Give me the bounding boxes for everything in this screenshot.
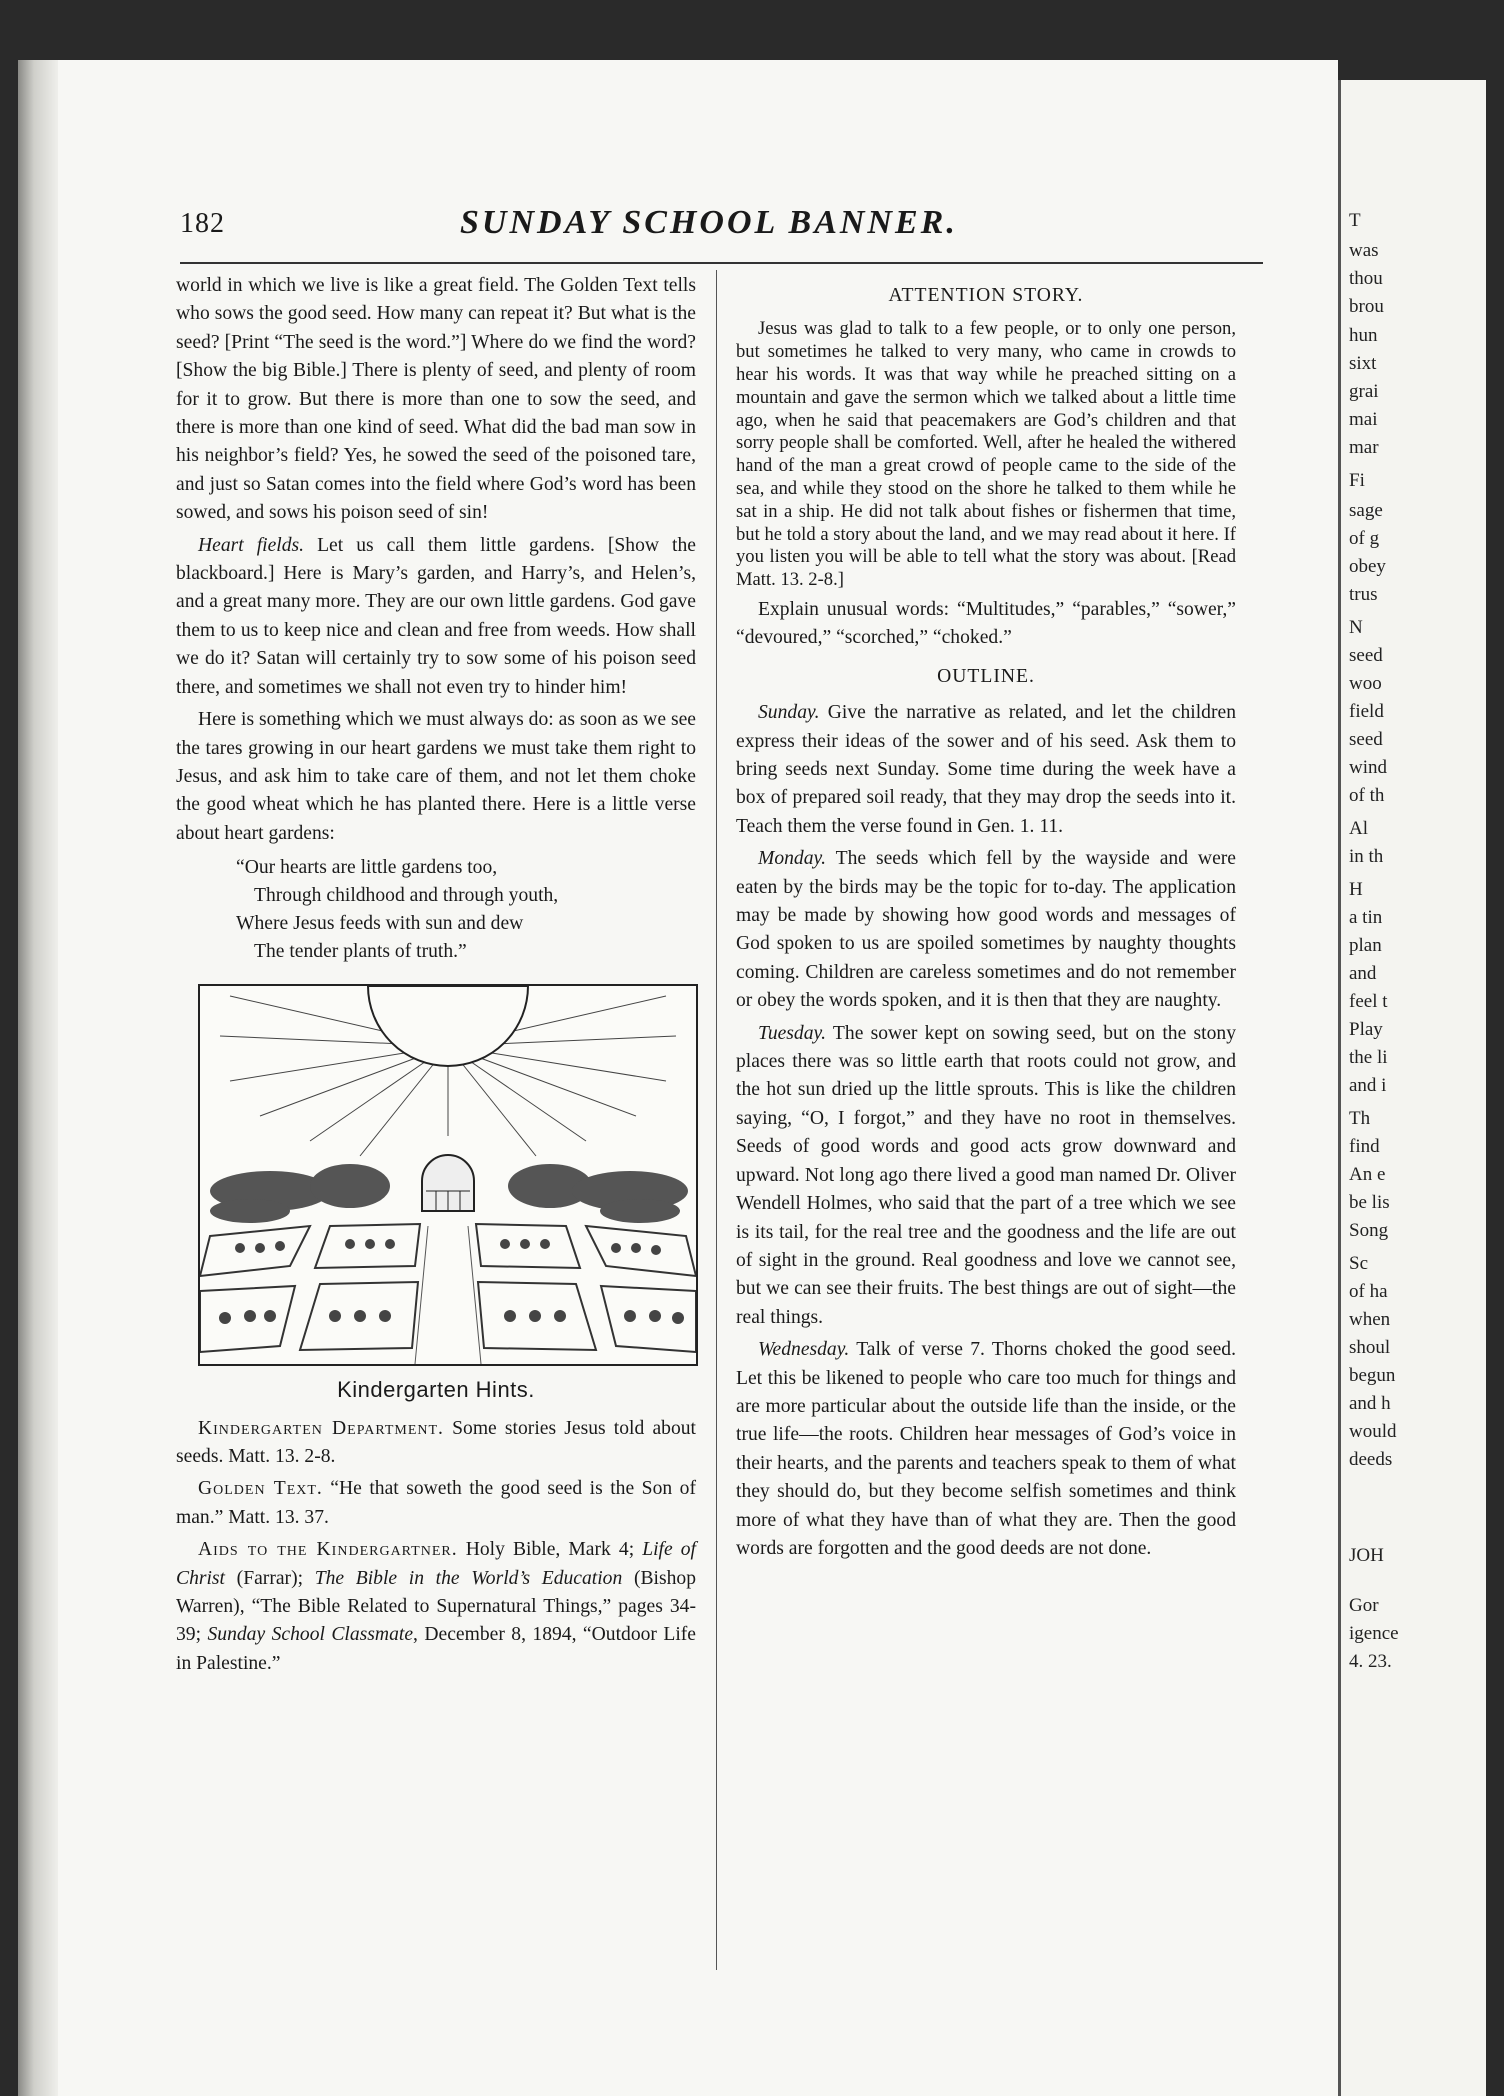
- outline-heading: OUTLINE.: [937, 665, 1035, 687]
- facing-page-fragment: would: [1349, 1421, 1397, 1442]
- poem: [236, 854, 696, 966]
- paragraph: [736, 1336, 1236, 1563]
- facing-page-fragment: mar: [1349, 437, 1379, 458]
- paragraph: [176, 1536, 696, 1678]
- facing-page-fragment: shoul: [1349, 1337, 1391, 1358]
- paragraph-text: The sower kept on sowing seed, but on the stony places there was so little earth that roots could not grow, and the hot sun dried up the little sprouts. This is like the children saying, “O, I forgot,” and they have no root in themselves. Seeds of good words and good acts grow downward and upward. Not long ago there lived a good man named Dr. Oliver Wendell Holmes, who said that the part of a tree which we see is its tail, for the real tree and the goodness and the life are out of sight in the ground. Real goodness and love we cannot see, but we can see their fruits. The best things are out of sight—the real things.: [736, 1022, 1236, 1328]
- facing-page-fragment: obey: [1349, 556, 1386, 577]
- running-title: SUNDAY SCHOOL BANNER.: [460, 204, 958, 241]
- facing-page-fragment: sixt: [1349, 353, 1377, 374]
- kindergarten-heading: Kindergarten Hints.: [337, 1377, 535, 1403]
- paragraph-text: , December 8, 1894, “Outdoor Life in Palestine.”: [176, 1624, 697, 1674]
- facing-page-fragment: Th: [1349, 1108, 1371, 1129]
- facing-page-fragment: a tin: [1349, 907, 1383, 928]
- paragraph: Here is something which we must always do: as soon as we see the tares growing in our heart gardens we must take them right to Jesus, and ask him to take care of them, and not let them choke the good wheat which he has planted there. Here is a little verse about heart gardens:: [176, 709, 696, 844]
- facing-page-fragment: trus: [1349, 584, 1378, 605]
- facing-page-fragment: 4. 23.: [1349, 1651, 1392, 1672]
- header-rule: [180, 262, 1263, 264]
- day-heading: Sunday.: [758, 702, 820, 724]
- run-in-heading: Kindergarten Department.: [198, 1417, 444, 1439]
- poem-line: The tender plants of truth.”: [254, 941, 467, 963]
- right-column: [736, 272, 1236, 1567]
- facing-page-fragment: Fi: [1349, 470, 1365, 491]
- facing-page-fragment: deeds: [1349, 1449, 1393, 1470]
- book-title: The Bible in the World’s Education: [314, 1567, 623, 1589]
- facing-page-edge: [1338, 80, 1486, 2096]
- facing-page-fragment: was: [1349, 240, 1379, 261]
- facing-page-fragment: find: [1349, 1136, 1380, 1157]
- column-divider: [716, 270, 717, 1970]
- paragraph-text: “He that soweth the good seed is the Son of man.” Matt. 13. 37.: [176, 1478, 696, 1528]
- facing-page-fragment: feel t: [1349, 991, 1388, 1012]
- paragraph: world in which we live is like a great field. The Golden Text tells who sows the good seed. How many can repeat it? But what is the seed? [Print “The seed is the word.”] Where do we find the word? [Show the big Bible.] There is plenty of seed, and plenty of room for it to grow. But there is more than one to sow the seed, and there is more than one kind of seed. What did the bad man sow in his neighbor’s field? Yes, he sowed the seed of the poisoned tare, and just so Satan comes into the field where God’s word has been sowed, and sows his poison seed of sin!: [176, 275, 696, 524]
- paragraph-text: (Farrar);: [225, 1567, 315, 1589]
- facing-page-fragment: sage: [1349, 500, 1383, 521]
- facing-page-fragment: Sc: [1349, 1253, 1368, 1274]
- book-title: Life of Christ: [176, 1539, 696, 1589]
- facing-page-fragment: wind: [1349, 757, 1387, 778]
- poem-line: Through childhood and through youth,: [254, 885, 559, 907]
- facing-page-fragment: plan: [1349, 935, 1382, 956]
- paragraph: [176, 1475, 696, 1532]
- attention-story-heading: ATTENTION STORY.: [888, 285, 1084, 306]
- facing-page-fragment: and h: [1349, 1393, 1391, 1414]
- paragraph: [736, 1020, 1236, 1332]
- paragraph-text: Talk of verse 7. Thorns choked the good seed. Let this be likened to people who care too much for things and are more particular about the outside life than the inside, or the true life—the roots. Children hear messages of God’s voice in their hearts, and the parents and teachers speak to them of what they should do, but they become selfish sometimes and think more of what they have than of what they are. Then the good words are forgotten and the good deeds are not done.: [736, 1339, 1236, 1559]
- paragraph-text: Give the narrative as related, and let the children express their ideas of the sower and of his seed. Ask them to bring seeds next Sunday. Some time during the week have a box of prepared soil ready, that they may drop the seeds into it. Teach them the verse found in Gen. 1. 11.: [736, 702, 1236, 837]
- facing-page-fragment: of th: [1349, 785, 1385, 806]
- facing-page-fragment: be lis: [1349, 1192, 1390, 1213]
- facing-page-fragment: thou: [1349, 268, 1383, 289]
- paragraph: [736, 845, 1236, 1015]
- page-number: 182: [180, 208, 225, 239]
- poem-line: “Our hearts are little gardens too,: [236, 857, 498, 879]
- book-spine: [18, 60, 58, 2096]
- paragraph: [176, 1415, 696, 1472]
- facing-page-fragment: hun: [1349, 325, 1378, 346]
- facing-page-fragment: Song: [1349, 1220, 1389, 1241]
- day-heading: Tuesday.: [758, 1022, 827, 1044]
- garden-illustration: [198, 984, 698, 1366]
- facing-page-fragment: brou: [1349, 296, 1384, 317]
- facing-page-fragment: woo: [1349, 673, 1382, 694]
- facing-page-fragment: begun: [1349, 1365, 1396, 1386]
- facing-page-fragment: T: [1349, 210, 1361, 231]
- facing-page-fragment: in th: [1349, 846, 1384, 867]
- facing-page-fragment: mai: [1349, 409, 1378, 430]
- paragraph-text: Some stories Jesus told about seeds. Matt. 13. 2-8.: [176, 1417, 696, 1467]
- run-in-heading: Heart fields.: [198, 534, 305, 556]
- page-header: [180, 204, 1260, 258]
- run-in-heading: Golden Text.: [198, 1478, 323, 1500]
- facing-page-fragment: N: [1349, 617, 1363, 638]
- paragraph-text: The seeds which fell by the wayside and were eaten by the birds may be the topic for to-day. The application may be made by showing how good words and messages of God spoken to us are spoiled sometimes by naughty thoughts coming. Children are careless sometimes and do not remember or obey the words spoken, and it is then that they are naughty.: [736, 848, 1236, 1012]
- paragraph: [736, 699, 1236, 841]
- facing-page-fragment: An e: [1349, 1164, 1386, 1185]
- paragraph: Jesus was glad to talk to a few people, or to only one person, but sometimes he talked to very many, who came in crowds to hear his words. It was that way while he preached sitting on a mountain and gave the sermon which we talked about a little time ago, when he said that peacemakers are God’s children and that sorry people shall be comforted. Well, after he healed the withered hand of the man a great crowd of people came to the side of the sea, and while they stood on the shore he talked to them while he sat in a ship. He did not talk about fishes or fishermen that time, but he told a story about the land, and we may read about it here. If you listen you will be able to tell what the story was about. [Read Matt. 13. 2-8.]: [736, 318, 1236, 591]
- day-heading: Wednesday.: [758, 1339, 850, 1361]
- facing-page-fragment: JOH: [1349, 1545, 1384, 1566]
- paragraph: Explain unusual words: “Multitudes,” “parables,” “sower,” “devoured,” “scorched,” “choked.”: [736, 598, 1236, 649]
- facing-page-fragment: seed: [1349, 729, 1383, 750]
- facing-page-fragment: Play: [1349, 1019, 1383, 1040]
- facing-page-fragment: and i: [1349, 1075, 1387, 1096]
- facing-page-fragment: igence: [1349, 1623, 1399, 1644]
- facing-page-fragment: Gor: [1349, 1595, 1379, 1616]
- poem-line: Where Jesus feeds with sun and dew: [236, 913, 524, 935]
- facing-page-fragment: field: [1349, 701, 1384, 722]
- sun-garden-drawing: [200, 986, 696, 1364]
- book-title: Sunday School Classmate: [207, 1624, 414, 1646]
- facing-page-fragment: of ha: [1349, 1281, 1388, 1302]
- facing-page-fragment: the li: [1349, 1047, 1388, 1068]
- facing-page-fragment: H: [1349, 879, 1363, 900]
- day-heading: Monday.: [758, 848, 827, 870]
- run-in-heading: Aids to the Kindergartner.: [198, 1539, 458, 1561]
- facing-page-fragment: seed: [1349, 645, 1383, 666]
- paragraph-text: Holy Bible, Mark 4;: [457, 1539, 643, 1561]
- paragraph: [176, 532, 696, 702]
- paragraph-text: Let us call them little gardens. [Show the blackboard.] Here is Mary’s garden, and Harry’s, and Helen’s, and a great many more. They are our own little gardens. God gave them to us to keep nice and clean and free from weeds. How shall we do it? Satan will certainly try to sow some of his poison seed there, and sometimes we shall not even try to hinder him!: [176, 534, 696, 698]
- facing-page-fragment: and: [1349, 963, 1377, 984]
- facing-page-fragment: Al: [1349, 818, 1368, 839]
- facing-page-fragment: when: [1349, 1309, 1391, 1330]
- left-column: [176, 272, 696, 1682]
- facing-page-fragment: of g: [1349, 528, 1380, 549]
- paragraph-text: (Bishop Warren), “The Bible Related to Supernatural Things,” pages 34-39;: [176, 1567, 696, 1646]
- facing-page-fragment: grai: [1349, 381, 1379, 402]
